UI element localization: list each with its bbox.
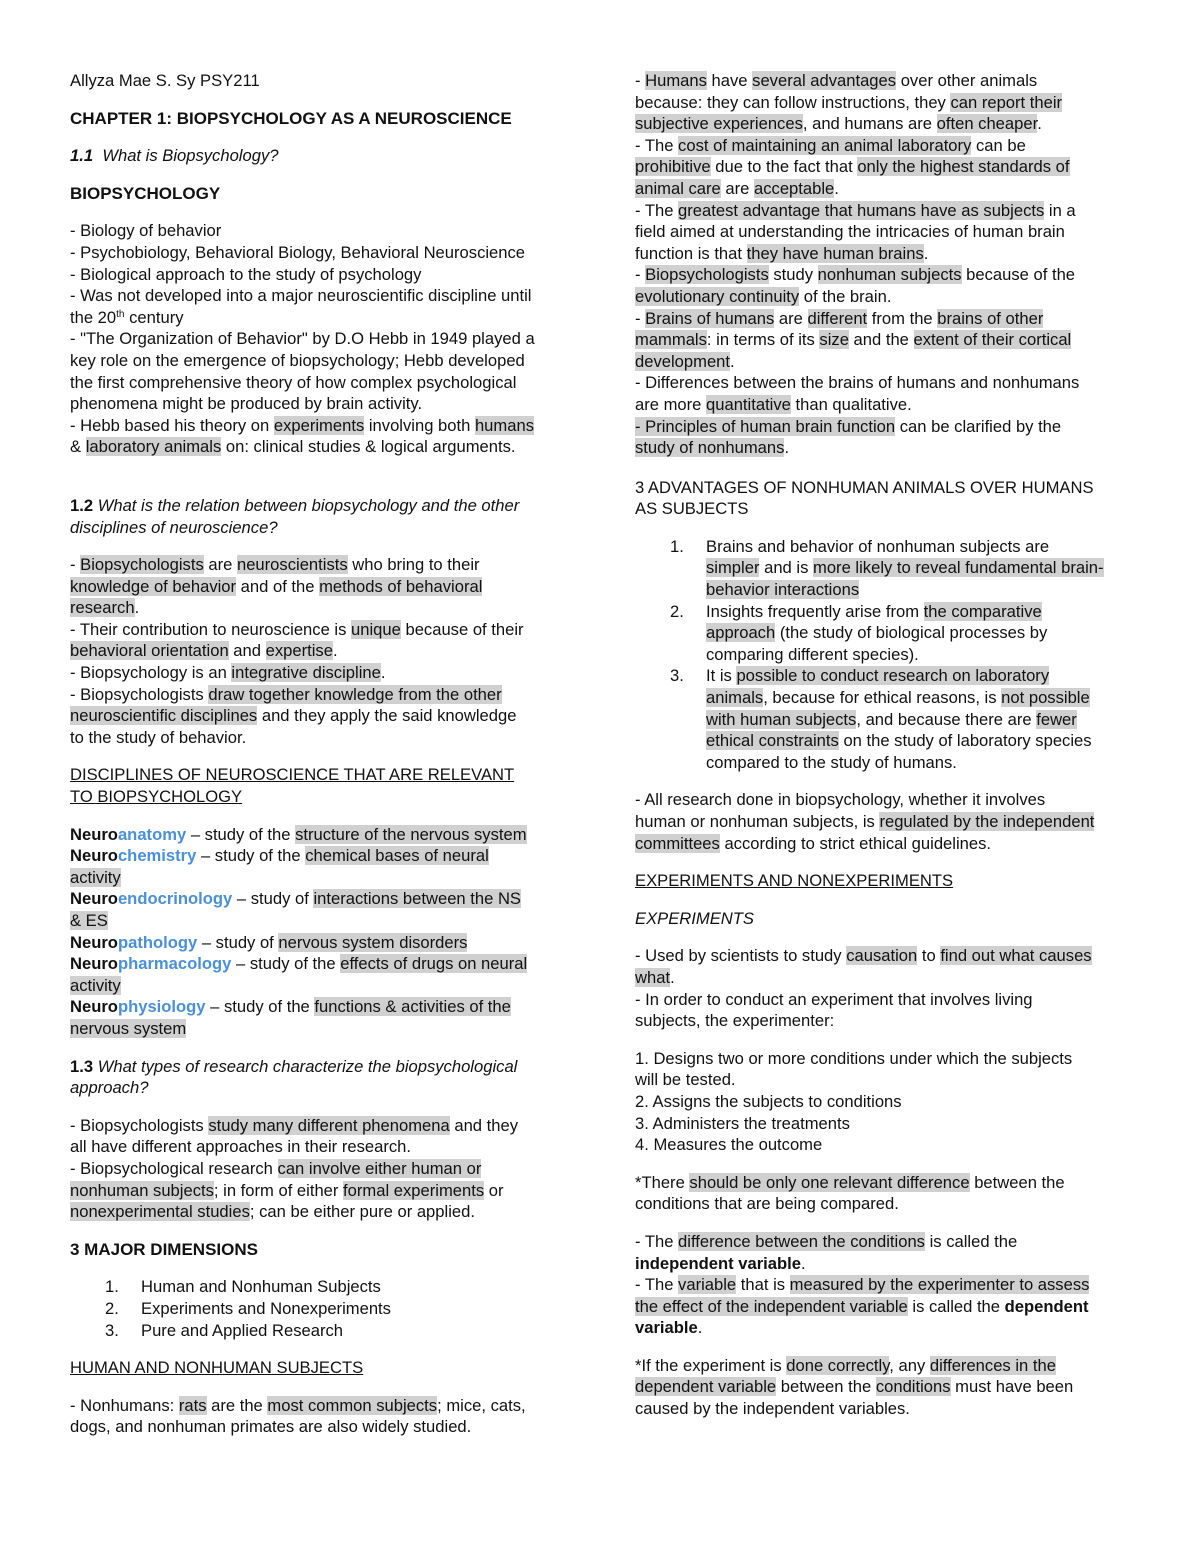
list-item: 1. Brains and behavior of nonhuman subjects are simpler and is more likely to reveal fundamental brain- behavior interactions bbox=[670, 536, 1104, 600]
experiments-subheading: EXPERIMENTS bbox=[635, 908, 754, 928]
question-1-3: 1.3 What types of research characterize the biopsychological approach? bbox=[70, 1056, 518, 1098]
dimensions-heading: 3 MAJOR DIMENSIONS bbox=[70, 1239, 258, 1259]
relation-notes: - Biopsychologists are neuroscientists who bring to their knowledge of behavior and of the methods of behavioral research. - Their contribution to neuroscience is unique because of their behavioral orientation and expertise. - Biopsychology is an integrative discipline. - Biopsychologists draw together knowledge from the other neuroscientific disciplines and they apply the said knowledge to the study of behavior. bbox=[70, 555, 524, 747]
disciplines-list: Neuroanatomy – study of the structure of the nervous system Neurochemistry – study of the chemical bases of neural activity Neuroendocrinology – study of interactions between the NS & ES Neuropathology – study of nervous system disorders Neuropharmacology – study of the effects of drugs on neural activity Neurophysiology – study of the functions & activities of the nervous system bbox=[70, 824, 570, 1040]
discipline-pharmacology: Neuropharmacology – study of the effects of drugs on neural bbox=[70, 954, 528, 974]
list-item: 3. It is possible to conduct research on laboratory animals, because for ethical reasons, is not possible with human subjects, and because there are fewer ethical constraints on the study of laboratory species compared to the study of humans. bbox=[670, 666, 1092, 772]
discipline-endocrinology: Neuroendocrinology – study of interactions between the NS bbox=[70, 889, 521, 909]
author-line: Allyza Mae S. Sy PSY211 bbox=[70, 71, 260, 90]
subjects-heading: HUMAN AND NONHUMAN SUBJECTS bbox=[70, 1358, 364, 1378]
list-item: 2. Experiments and Nonexperiments bbox=[105, 1298, 391, 1318]
discipline-pathology: Neuropathology – study of nervous system disorders bbox=[70, 932, 468, 952]
experiments-notes: - Used by scientists to study causation to find out what causes what. - In order to conduct an experiment that involves living subjects, the experimenter: bbox=[635, 946, 1092, 1031]
left-column bbox=[70, 70, 570, 1438]
disciplines-heading: DISCIPLINES OF NEUROSCIENCE THAT ARE RELEVANT TO BIOPSYCHOLOGY bbox=[70, 765, 515, 807]
experiments-heading: EXPERIMENTS AND NONEXPERIMENTS bbox=[635, 871, 954, 891]
list-item: 2. Insights frequently arise from the comparative approach (the study of biological processes by comparing different species). bbox=[670, 601, 1048, 664]
subjects-notes: - Nonhumans: rats are the most common subjects; mice, cats, dogs, and nonhuman primates are also widely studied. bbox=[70, 1395, 526, 1437]
experiment-steps: 1. Designs two or more conditions under which the subjects will be tested. 2. Assigns the subjects to conditions 3. Administers the treatments 4. Measures the outcome bbox=[635, 1048, 1073, 1155]
advantages-heading: 3 ADVANTAGES OF NONHUMAN ANIMALS OVER HUMANS AS SUBJECTS bbox=[635, 477, 1094, 519]
advantages-list bbox=[635, 536, 1135, 774]
ethics-note: - All research done in biopsychology, whether it involves human or nonhuman subjects, is regulated by the independent committees according to strict ethical guidelines. bbox=[635, 790, 1095, 853]
list-item: 3. Pure and Applied Research bbox=[105, 1320, 344, 1340]
correct-experiment-note: *If the experiment is done correctly, any differences in the dependent variable between the conditions must have been caused by the independent variables. bbox=[635, 1355, 1074, 1419]
question-1-1: 1.1 What is Biopsychology? bbox=[70, 146, 279, 166]
list-item: 1. Human and Nonhuman Subjects bbox=[105, 1277, 381, 1297]
relevant-difference-note: *There should be only one relevant difference between the conditions that are being compared. bbox=[635, 1172, 1065, 1214]
discipline-anatomy: Neuroanatomy – study of the structure of the nervous system bbox=[70, 824, 527, 844]
biopsychology-definition: - Biology of behavior - Psychobiology, Behavioral Biology, Behavioral Neuroscience - Biological approach to the study of psychology - Was not developed into a major neuroscientific discipline until the 20th century - "The Organization of Behavior" by D.O Hebb in 1949 played a key role on the emergence of biopsychology; Hebb developed the first comprehensive theory of how complex psychological phenomena might be produced by brain activity. - Hebb based his theory on experiments involving both humans & laboratory animals on: clinical studies & logical arguments. bbox=[70, 221, 535, 457]
right-column bbox=[635, 70, 1135, 1420]
research-notes: - Biopsychologists study many different phenomena and they all have different approaches in their research. - Biopsychological research can involve either human or nonhuman subjects; in form of either formal experiments or nonexperimental studies; can be either pure or applied. bbox=[70, 1115, 519, 1222]
question-1-2: 1.2 What is the relation between biopsychology and the other disciplines of neuroscience? bbox=[70, 495, 520, 537]
discipline-physiology: Neurophysiology – study of the functions & activities of the bbox=[70, 997, 511, 1017]
discipline-chemistry: Neurochemistry – study of the chemical bases of neural bbox=[70, 846, 489, 866]
dimensions-list bbox=[70, 1276, 570, 1341]
human-advantages-notes: - Humans have several advantages over other animals because: they can follow instructions, they can report their subjective experiences, and humans are often cheaper. - The cost of maintaining an animal laboratory can be prohibitive due to the fact that only the highest standards of animal care are acceptable. - The greatest advantage that humans have as subjects in a field aimed at understanding the intricacies of human brain function is that they have human brains. - Biopsychologists study nonhuman subjects because of the evolutionary continuity of the brain. - Brains of humans are different from the brains of other mammals: in terms of its size and the extent of their cortical development. - Differences between the brains of humans and nonhumans are more quantitative than qualitative. - Principles of human brain function can be clarified by the study of nonhumans. bbox=[635, 71, 1080, 458]
variables-notes: - The difference between the conditions is called the independent variable. - The variable that is measured by the experimenter to assess the effect of the independent variable is called the dependent variable. bbox=[635, 1231, 1090, 1338]
biopsychology-heading: BIOPSYCHOLOGY bbox=[70, 183, 221, 203]
chapter-title: CHAPTER 1: BIOPSYCHOLOGY AS A NEUROSCIENCE bbox=[70, 108, 512, 128]
